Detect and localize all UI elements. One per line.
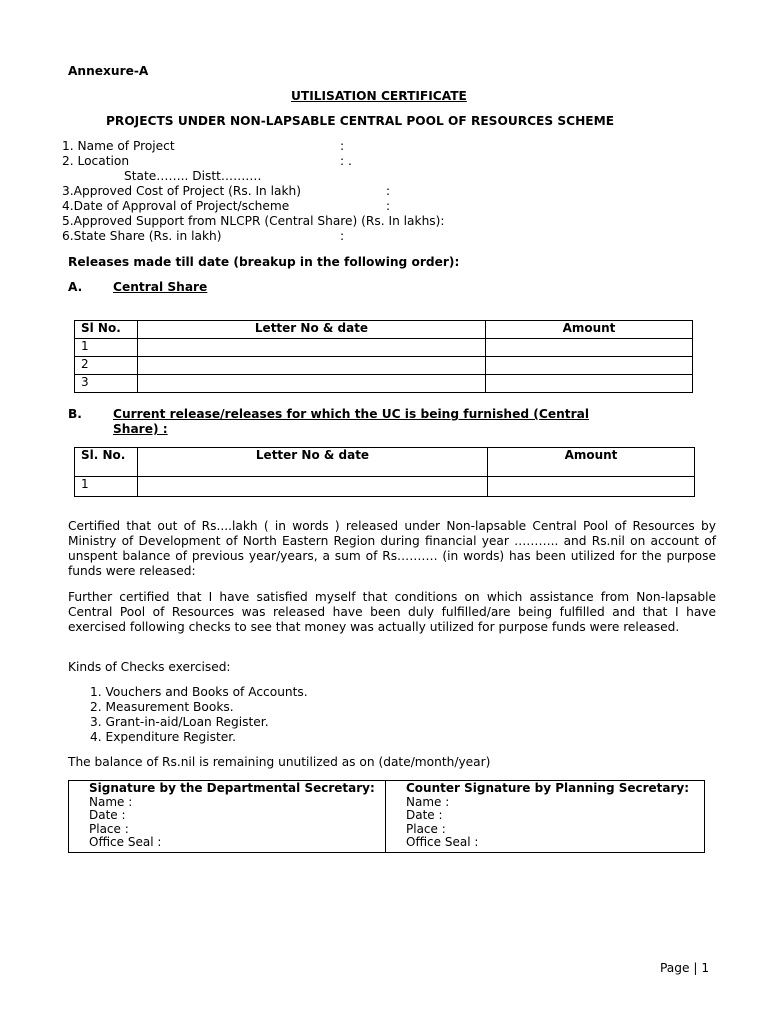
right-name-field: Name : xyxy=(406,794,450,809)
table-header: Letter No & date xyxy=(138,321,486,339)
table-cell xyxy=(138,357,486,375)
check-item: 4. Expenditure Register. xyxy=(90,730,237,744)
table-cell xyxy=(486,357,693,375)
section-b-letter: B. xyxy=(68,407,82,421)
annexure-label: Annexure-A xyxy=(68,64,149,78)
table-cell xyxy=(138,339,486,357)
right-date-field: Date : xyxy=(406,808,443,822)
field-approved-cost: 3.Approved Cost of Project (Rs. In lakh) xyxy=(62,184,302,198)
table-row xyxy=(75,477,695,497)
left-date-field: Date : xyxy=(69,809,386,823)
check-item: 3. Grant-in-aid/Loan Register. xyxy=(90,715,269,729)
right-place-field: Place : xyxy=(406,821,446,836)
table-header-row xyxy=(75,448,695,477)
field-state-share-colon: : xyxy=(340,229,345,243)
table-header: Sl No. xyxy=(75,321,138,339)
field-location-colon: : . xyxy=(340,154,352,168)
field-approved-cost-colon: : xyxy=(386,184,391,198)
field-date-of-approval: 4.Date of Approval of Project/scheme xyxy=(62,199,290,213)
planning-secretary-signature-title: Counter Signature by Planning Secretary: xyxy=(406,781,690,795)
document-subtitle: PROJECTS UNDER NON-LAPSABLE CENTRAL POOL OF RESOURCES SCHEME xyxy=(106,114,615,128)
section-b-title-line1: Current release/releases for which the UC is being furnished (Central xyxy=(113,407,589,421)
left-name-field: Name : xyxy=(69,796,386,810)
section-b-title-line2: Share) : xyxy=(113,422,168,436)
field-name-of-project-colon: : xyxy=(340,139,345,153)
kinds-of-checks-heading: Kinds of Checks exercised: xyxy=(68,660,231,674)
document-title: UTILISATION CERTIFICATE xyxy=(291,89,467,103)
field-name-of-project: 1. Name of Project xyxy=(62,139,175,153)
check-item: 2. Measurement Books. xyxy=(90,700,234,714)
table-row xyxy=(75,375,693,393)
table-cell: 1 xyxy=(75,339,138,357)
field-state-share: 6.State Share (Rs. in lakh) xyxy=(62,229,222,243)
section-a-title: Central Share xyxy=(113,280,208,294)
table-cell xyxy=(138,375,486,393)
table-header: Letter No & date xyxy=(138,448,488,477)
table-header-row xyxy=(75,321,693,339)
field-location: 2. Location xyxy=(62,154,130,168)
table-cell xyxy=(138,477,488,497)
signature-table xyxy=(68,780,705,853)
table-row xyxy=(75,357,693,375)
central-share-table xyxy=(74,320,693,393)
table-cell xyxy=(486,339,693,357)
current-release-table xyxy=(74,447,695,497)
field-state-distt: State…….. Distt………. xyxy=(124,169,262,183)
field-date-of-approval-colon: : xyxy=(386,199,391,213)
table-header: Sl. No. xyxy=(75,448,138,477)
departmental-secretary-signature-title: Signature by the Departmental Secretary: xyxy=(69,781,386,796)
releases-heading: Releases made till date (breakup in the following order): xyxy=(68,255,460,269)
table-cell xyxy=(488,477,695,497)
balance-statement: The balance of Rs.nil is remaining unutilized as on (date/month/year) xyxy=(68,755,491,769)
certified-paragraph: Certified that out of Rs....lakh ( in words ) released under Non-lapsable Central Pool of Resources by Ministry of Development of North Eastern Region during financial year ……….. and Rs.nil on account of unspent balance of previous year/years, a sum of Rs………. (in words) has been utilized for the purpose funds were released: xyxy=(68,519,716,578)
right-office-seal-field: Office Seal : xyxy=(406,835,479,849)
left-office-seal-field: Office Seal : xyxy=(69,836,386,852)
further-certified-paragraph: Further certified that I have satisfied myself that conditions on which assistance from Non-lapsable Central Pool of Resources was released have been duly fulfilled/are being fulfilled and that I have exercised following checks to see that money was actually utilized for purpose funds were released. xyxy=(68,590,716,634)
check-item: 1. Vouchers and Books of Accounts. xyxy=(90,685,308,699)
table-header: Amount xyxy=(486,321,693,339)
table-cell: 1 xyxy=(75,477,138,497)
table-cell: 3 xyxy=(75,375,138,393)
field-approved-support: 5.Approved Support from NLCPR (Central Share) (Rs. In lakhs): xyxy=(62,214,445,228)
table-cell xyxy=(486,375,693,393)
table-row xyxy=(75,339,693,357)
page-number: Page | 1 xyxy=(660,961,710,975)
table-header: Amount xyxy=(488,448,695,477)
section-a-letter: A. xyxy=(68,280,83,294)
table-cell: 2 xyxy=(75,357,138,375)
left-place-field: Place : xyxy=(69,823,386,837)
